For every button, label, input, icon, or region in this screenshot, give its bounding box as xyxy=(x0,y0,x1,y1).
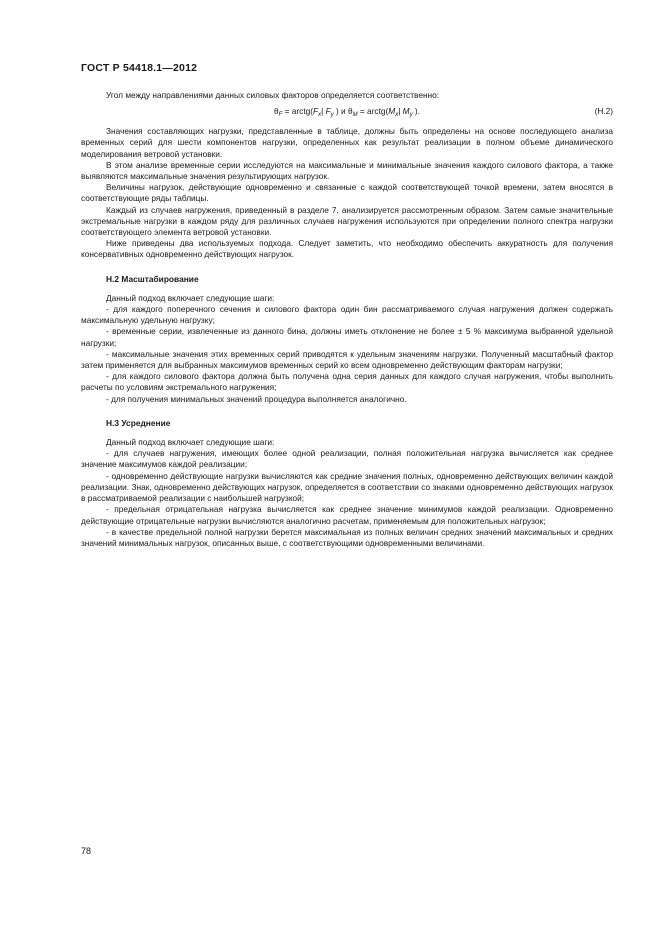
intro-paragraph: Значения составляющих нагрузки, представленные в таблице, должны быть определены на основе последующего анализа временных серий для шести компонентов нагрузки, определенных как результат реализации в полном объеме динамического моделирования ветровой установки. xyxy=(81,126,613,159)
intro-paragraph: Угол между направлениями данных силовых факторов определяется соответственно: xyxy=(106,90,440,100)
formula-h2 xyxy=(81,106,613,119)
list-item: - для получения минимальных значений процедура выполняется аналогично. xyxy=(106,393,407,404)
section-lead: Данный подход включает следующие шаги: xyxy=(106,437,275,448)
section-lead: Данный подход включает следующие шаги: xyxy=(106,292,275,303)
document-header: ГОСТ Р 54418.1—2012 xyxy=(81,62,198,74)
page-body xyxy=(81,90,613,549)
intro-paragraph: В этом анализе временные серии исследуются на максимальные и минимальные значения каждого силового фактора, а также выявляются максимальные значения результирующих нагрузок. xyxy=(81,159,613,182)
list-item: - одновременно действующие нагрузки вычисляются как средние значения полных, одновременно действующих величин каждой реализации. Знак, одновременно действующих нагрузок, определяется в соответствии со знаками одновременно действующих нагрузок в рассматриваемой реализации с наибольшей нагрузкой; xyxy=(81,470,613,504)
section-heading-averaging: Н.3 Усреднение xyxy=(106,417,171,428)
list-item: - максимальные значения этих временных серий приводятся к удельным значениям нагрузки. Полученный масштабный фактор затем применяется для выбранных максимумов временных серий ко всем одновременно действующим факторам нагрузки; xyxy=(81,348,613,371)
list-item: - в качестве предельной полной нагрузки берется максимальная из полных величин средних значений максимальных и средних значений минимальных нагрузок, описанных выше, с соответствующими одновременными величинами. xyxy=(81,526,613,548)
intro-paragraph: Величины нагрузок, действующие одновременно и связанные с каждой соответствующей точкой времени, затем вносятся в соответствующие ряды таблицы. xyxy=(81,182,613,204)
list-item: - для каждого силового фактора должна быть получена одна серия данных для каждого случая нагружения, чтобы выполнить расчеты по условиям экстремального нагружения; xyxy=(81,371,613,393)
list-item: - для случаев нагружения, имеющих более одной реализации, полная положительная нагрузка вычисляется как среднее значение максимумов каждой реализации; xyxy=(81,448,613,470)
intro-paragraph: Ниже приведены два используемых подхода. Следует заметить, что необходимо обеспечить аккуратность для получения консервативных одновременно действующих нагрузок. xyxy=(81,238,613,260)
formula-number: (Н.2) xyxy=(594,106,613,117)
list-item: - предельная отрицательная нагрузка вычисляется как среднее значение минимумов каждой реализации. Одновременно действующие отрицательные нагрузки вычисляются аналогично расчетам, применяемым для положительных нагрузок; xyxy=(81,504,613,526)
formula-expression: $\theta_F$ = $arctg(F_x|$ $F_y$ ) и $\theta_M$ = $arctg(M_x|$ $M_y$ ). xyxy=(274,106,420,119)
section-heading-scaling: Н.2 Масштабирование xyxy=(106,273,199,284)
list-item: - временные серии, извлеченные из данного бина, должны иметь отклонение не более ± 5 % максимума выбранной удельной нагрузки; xyxy=(81,326,613,348)
intro-paragraph: Каждый из случаев нагружения, приведенный в разделе 7, анализируется рассмотренным образом. Затем самые значительные экстремальные нагрузки в каждом ряду для различных случаев нагружения используются при определении полного спектра нагрузки соответствующего элемента ветровой установки. xyxy=(81,204,613,238)
list-item: - для каждого поперечного сечения и силового фактора один бин рассматриваемого случая нагружения должен содержать максимальную удельную нагрузку; xyxy=(81,304,613,326)
page-number: 78 xyxy=(81,846,92,856)
